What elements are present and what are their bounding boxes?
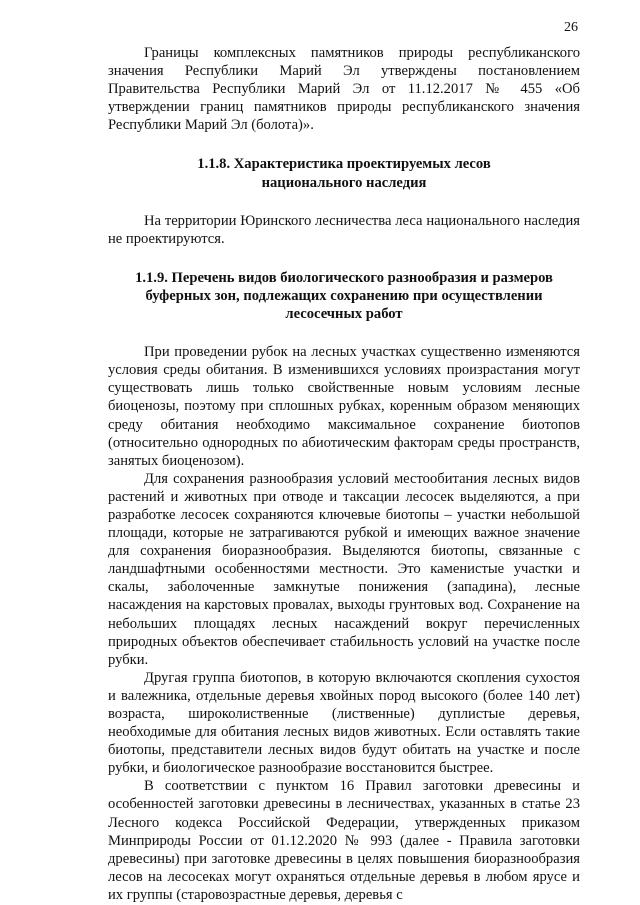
heading-line: национального наследия [261, 174, 427, 191]
paragraph-habitat-conditions: При проведении рубок на лесных участках существенно изменяются условия среды обитания. В изменившихся условиях произрастания могут существовать лишь только свойственные новым условиям лесные биоценозы, поэтому при сплошных рубках, коренным образом меняющих среду обитания необходимо максимальное сохранение биотопов (относительно однородных по абиотическим факторам среды пространств, занятых биоценозом). [108, 344, 580, 469]
paragraph-national-heritage: На территории Юринского лесничества леса национального наследия не проектируются. [108, 212, 580, 247]
paragraph-key-biotopes: Для сохранения разнообразия условий местообитания лесных видов растений и животных при отводе и таксации лесосек выделяются, а при разработке лесосек сохраняются ключевые биотопы – участки небольшой площади, которые не затрагиваются рубкой и имеющих важное значение для сохранения биоразнообразия. Выделяются биотопы, связанные с ландшафтными особенностями местности. Это каменистые участки и скалы, заболоченные замкнутые понижения (западина), лесные насаждения на карстовых провалах, выходы грунтовых вод. Сохранение на небольших площадях лесных насаждений вокруг перечисленных природных объектов обеспечивает стабильность условий на участке после рубки. [108, 470, 580, 668]
paragraph-other-biotopes: Другая группа биотопов, в которую включаются скопления сухостоя и валежника, отдельные деревья хвойных пород высокого (более 140 лет) возраста, широколиственные (лиственные) дуплистые деревья, необходимые для обитания лесных видов животных. Если оставлять такие биотопы, представители лесных видов будут обитать на участке и после рубки, и биологическое разнообразие восстановится быстрее. [108, 669, 580, 777]
paragraph-harvesting-rules: В соответствии с пунктом 16 Правил заготовки древесины и особенностей заготовки древесины в лесничествах, указанных в статье 23 Лесного кодекса Российской Федерации, утвержденных приказом Минприроды России от 01.12.2020 № 993 (далее - Правила заготовки древесины) при заготовке древесины в целях повышения биоразнообразия лесов на лесосеках могут охраняться отдельные деревья в любом ярусе и их группы (старовозрастные деревья, деревья с [108, 778, 580, 903]
heading-line: буферных зон, подлежащих сохранению при осуществлении [145, 287, 543, 304]
page-number: 26 [564, 20, 578, 35]
page-content [108, 44, 580, 904]
heading-line: лесосечных работ [285, 306, 403, 323]
paragraph-boundaries: Границы комплексных памятников природы республиканского значения Республики Марий Эл утверждены постановлением Правительства Республики Марий Эл от 11.12.2017 № 455 «Об утверждении границ памятников природы республиканского значения Республики Марий Эл (болота)». [108, 45, 580, 134]
heading-section-1-1-8 [108, 155, 580, 191]
heading-line: 1.1.9. Перечень видов биологического разнообразия и размеров [135, 269, 553, 286]
heading-line: 1.1.8. Характеристика проектируемых лесов [197, 156, 491, 173]
heading-section-1-1-9 [108, 269, 580, 323]
